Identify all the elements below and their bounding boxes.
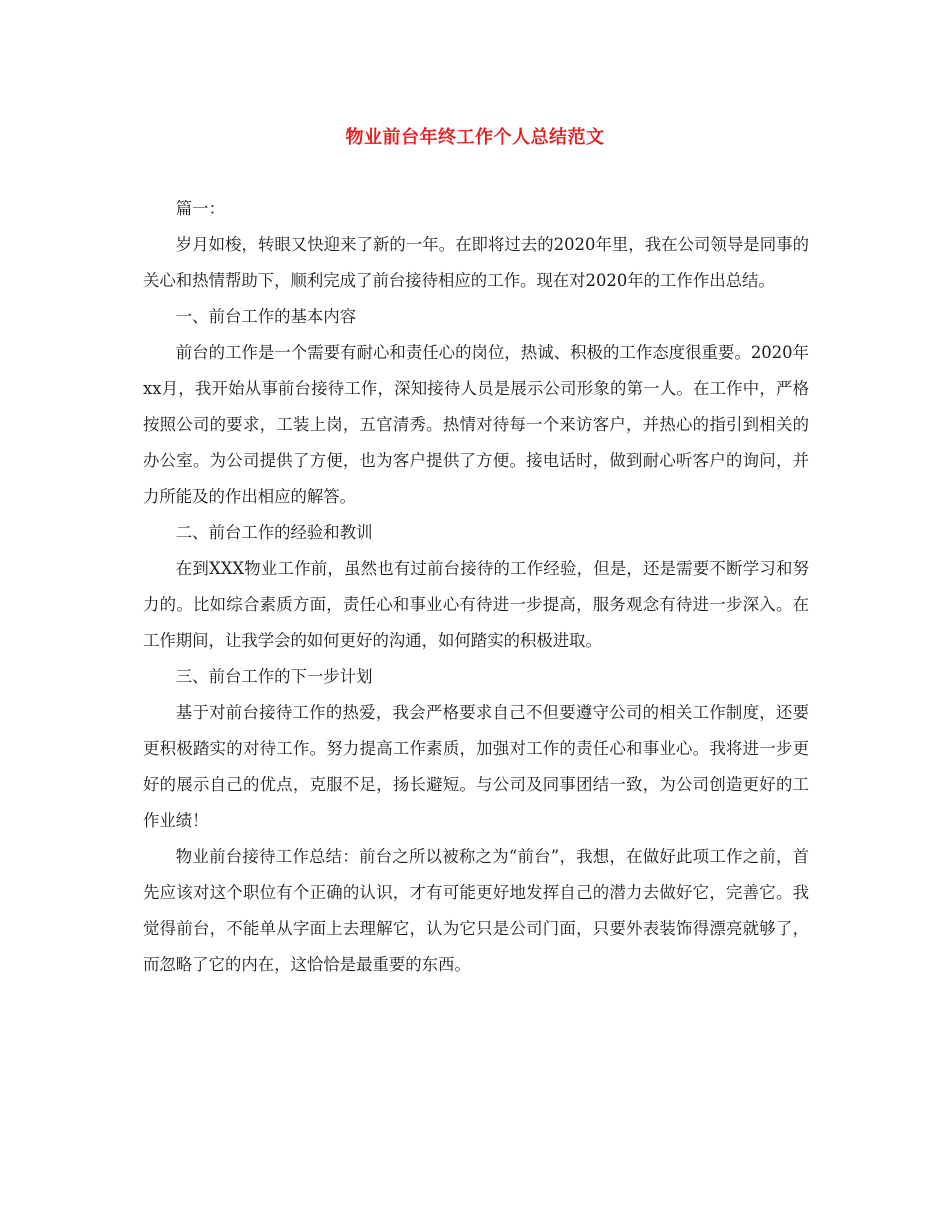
paragraph-section-1: 前台的工作是一个需要有耐心和责任心的岗位，热诚、积极的工作态度很重要。2020年xx月，我开始从事前台接待工作，深知接待人员是展示公司形象的第一人。在工作中，严格按照公司的要求，工装上岗，五官清秀。热情对待每一个来访客户，并热心的指引到相关的办公室。为公司提供了方便，也为客户提供了方便。接电话时，做到耐心听客户的询问，并力所能及的作出相应的解答。	[143, 343, 809, 506]
document-title: 物业前台年终工作个人总结范文	[345, 127, 605, 148]
section-heading-2: 二、前台工作的经验和教训	[175, 523, 373, 542]
paragraph-intro: 岁月如梭，转眼又快迎来了新的一年。在即将过去的2020年里，我在公司领导是同事的关心和热情帮助下，顺利完成了前台接待相应的工作。现在对2020年的工作作出总结。	[143, 235, 809, 290]
paragraph-section-2: 在到XXX物业工作前，虽然也有过前台接待的工作经验，但是，还是需要不断学习和努力的。比如综合素质方面，责任心和事业心有待进一步提高，服务观念有待进一步深入。在工作期间，让我学会的如何更好的沟通，如何踏实的积极进取。	[143, 559, 809, 650]
paragraph-part-one: 篇一：	[175, 199, 225, 218]
paragraph-summary: 物业前台接待工作总结：前台之所以被称之为“前台”，我想，在做好此项工作之前，首先应该对这个职位有个正确的认识，才有可能更好地发挥自己的潜力去做好它，完善它。我觉得前台，不能单从字面上去理解它，认为它只是公司门面，只要外表装饰得漂亮就够了，而忽略了它的内在，这恰恰是最重要的东西。	[143, 847, 809, 974]
section-heading-3: 三、前台工作的下一步计划	[175, 667, 373, 686]
document-body	[143, 191, 809, 983]
section-heading-1: 一、前台工作的基本内容	[175, 307, 357, 326]
paragraph-section-3: 基于对前台接待工作的热爱，我会严格要求自己不但要遵守公司的相关工作制度，还要更积极踏实的对待工作。努力提高工作素质，加强对工作的责任心和事业心。我将进一步更好的展示自己的优点，克服不足，扬长避短。与公司及同事团结一致，为公司创造更好的工作业绩！	[143, 703, 809, 830]
